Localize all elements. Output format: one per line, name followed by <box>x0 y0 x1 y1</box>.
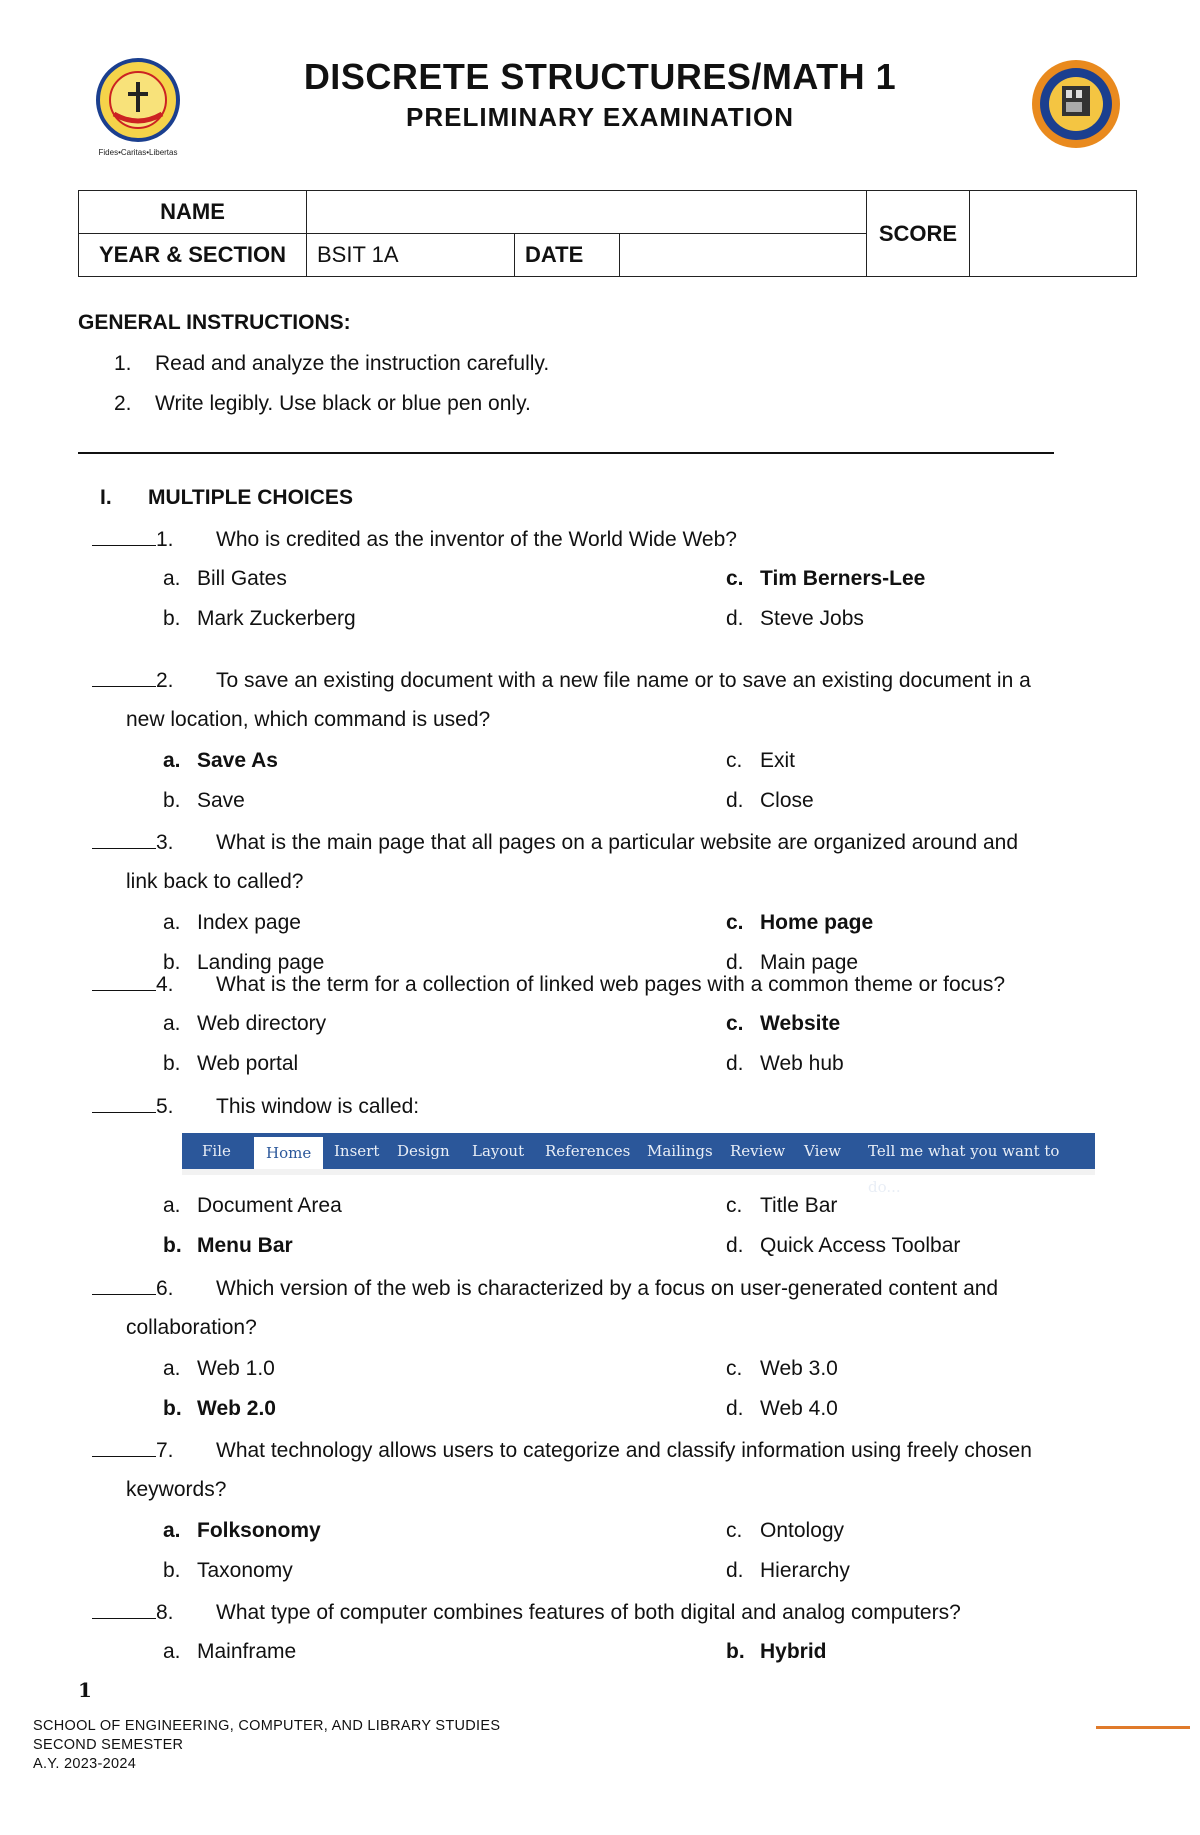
question-number: 3. <box>156 831 174 854</box>
question-number: 5. <box>156 1095 174 1118</box>
answer-option: d. Hierarchy <box>726 1559 850 1582</box>
section-heading: I. MULTIPLE CHOICES <box>100 486 353 509</box>
footer-semester: SECOND SEMESTER <box>33 1737 184 1753</box>
score-label: SCORE <box>867 191 970 277</box>
answer-blank[interactable] <box>92 972 156 991</box>
answer-option: c. Title Bar <box>726 1194 838 1217</box>
answer-option: c. Exit <box>726 749 796 772</box>
answer-option: c. Website <box>726 1012 841 1035</box>
ribbon-tab: Home <box>254 1137 323 1169</box>
answer-option: c. Web 3.0 <box>726 1357 838 1380</box>
question-text: Which version of the web is characterized by a focus on user-generated content and <box>216 1277 999 1300</box>
name-field[interactable] <box>307 191 867 234</box>
question-6 <box>92 1276 998 1301</box>
answer-option: d. Steve Jobs <box>726 607 864 630</box>
answer-blank[interactable] <box>92 527 156 546</box>
question-2 <box>92 668 1031 693</box>
answer-option: a. Web 1.0 <box>163 1357 275 1380</box>
answer-blank[interactable] <box>92 830 156 849</box>
date-field[interactable] <box>620 234 867 277</box>
date-label: DATE <box>515 234 620 277</box>
name-label: NAME <box>79 191 307 234</box>
question-text-continued: new location, which command is used? <box>126 708 491 731</box>
question-text: What is the term for a collection of linked web pages with a common theme or focus? <box>216 973 1006 996</box>
question-text: Who is credited as the inventor of the World Wide Web? <box>216 528 737 551</box>
answer-option: a. Bill Gates <box>163 567 287 590</box>
answer-blank[interactable] <box>92 1276 156 1295</box>
ribbon-tab: References <box>545 1142 631 1160</box>
question-text-continued: collaboration? <box>126 1316 257 1339</box>
logo-motto: Fides•Caritas•Libertas <box>98 148 178 157</box>
answer-option: a. Document Area <box>163 1194 342 1217</box>
question-text: What type of computer combines features of both digital and analog computers? <box>216 1601 961 1624</box>
ribbon-tab: Review <box>730 1142 786 1160</box>
question-number: 8. <box>156 1601 174 1624</box>
footer-accent-line <box>1096 1726 1190 1729</box>
word-ribbon-image <box>182 1133 1095 1196</box>
ribbon-tab: View <box>804 1142 842 1160</box>
question-number: 7. <box>156 1439 174 1462</box>
question-number: 2. <box>156 669 174 692</box>
footer-school: SCHOOL OF ENGINEERING, COMPUTER, AND LIBRARY STUDIES <box>33 1718 501 1734</box>
answer-option: d. Main page <box>726 951 859 974</box>
question-4 <box>92 972 1005 997</box>
ribbon-tab: File <box>202 1142 231 1160</box>
answer-option: c. Home page <box>726 911 874 934</box>
answer-option: a. Web directory <box>163 1012 327 1035</box>
year-section-field[interactable]: BSIT 1A <box>307 234 515 277</box>
answer-option: a. Index page <box>163 911 301 934</box>
question-text: To save an existing document with a new file name or to save an existing document in a <box>216 669 1031 692</box>
answer-option: b. Web portal <box>163 1052 299 1075</box>
answer-option: d. Close <box>726 789 814 812</box>
ribbon-tab: Layout <box>472 1142 525 1160</box>
answer-blank[interactable] <box>92 1094 156 1113</box>
ribbon-tab: Mailings <box>647 1142 713 1160</box>
exam-title: DISCRETE STRUCTURES/MATH 1 <box>303 56 897 97</box>
question-number: 6. <box>156 1277 174 1300</box>
answer-option: d. Quick Access Toolbar <box>726 1234 961 1257</box>
divider <box>78 452 1054 454</box>
page-number: 1 <box>78 1678 92 1702</box>
question-8 <box>92 1600 961 1625</box>
instruction-item: 1. Read and analyze the instruction carefully. <box>114 352 550 375</box>
answer-option: b. Mark Zuckerberg <box>163 607 356 630</box>
ribbon-underbar <box>182 1169 1095 1175</box>
answer-option: a. Folksonomy <box>163 1519 321 1542</box>
ribbon-tab: Tell me what you want to do... <box>868 1142 1060 1196</box>
answer-option: d. Web 4.0 <box>726 1397 838 1420</box>
year-section-label: YEAR & SECTION <box>79 234 307 277</box>
question-text: What technology allows users to categorize and classify information using freely chosen <box>216 1439 1032 1462</box>
answer-option: a. Save As <box>163 749 278 772</box>
instruction-item: 2. Write legibly. Use black or blue pen only. <box>114 392 531 415</box>
answer-option: c. Ontology <box>726 1519 845 1542</box>
ribbon-tab: Design <box>397 1142 450 1160</box>
question-number: 1. <box>156 528 174 551</box>
answer-option: c. Tim Berners-Lee <box>726 567 926 590</box>
instructions-heading: GENERAL INSTRUCTIONS: <box>78 311 351 334</box>
answer-option: d. Web hub <box>726 1052 844 1075</box>
question-text: What is the main page that all pages on a particular website are organized around and <box>216 831 1018 854</box>
answer-blank[interactable] <box>92 1438 156 1457</box>
answer-option: b. Web 2.0 <box>163 1397 276 1420</box>
answer-option: b. Hybrid <box>726 1640 827 1663</box>
question-text: This window is called: <box>216 1095 420 1118</box>
question-5 <box>92 1094 419 1119</box>
score-field[interactable] <box>970 191 1137 277</box>
question-3 <box>92 830 1018 855</box>
ribbon-tab: Insert <box>334 1142 380 1160</box>
question-1 <box>92 527 737 552</box>
answer-option: a. Mainframe <box>163 1640 297 1663</box>
answer-blank[interactable] <box>92 1600 156 1619</box>
answer-blank[interactable] <box>92 668 156 687</box>
answer-option: b. Menu Bar <box>163 1234 293 1257</box>
question-text-continued: link back to called? <box>126 870 304 893</box>
answer-option: b. Save <box>163 789 245 812</box>
question-7 <box>92 1438 1032 1463</box>
exam-subtitle: PRELIMINARY EXAMINATION <box>406 102 794 132</box>
student-info-table <box>78 190 1137 277</box>
question-number: 4. <box>156 973 174 996</box>
answer-option: b. Landing page <box>163 951 325 974</box>
answer-option: b. Taxonomy <box>163 1559 293 1582</box>
footer-academic-year: A.Y. 2023-2024 <box>33 1756 137 1772</box>
question-text-continued: keywords? <box>126 1478 227 1501</box>
